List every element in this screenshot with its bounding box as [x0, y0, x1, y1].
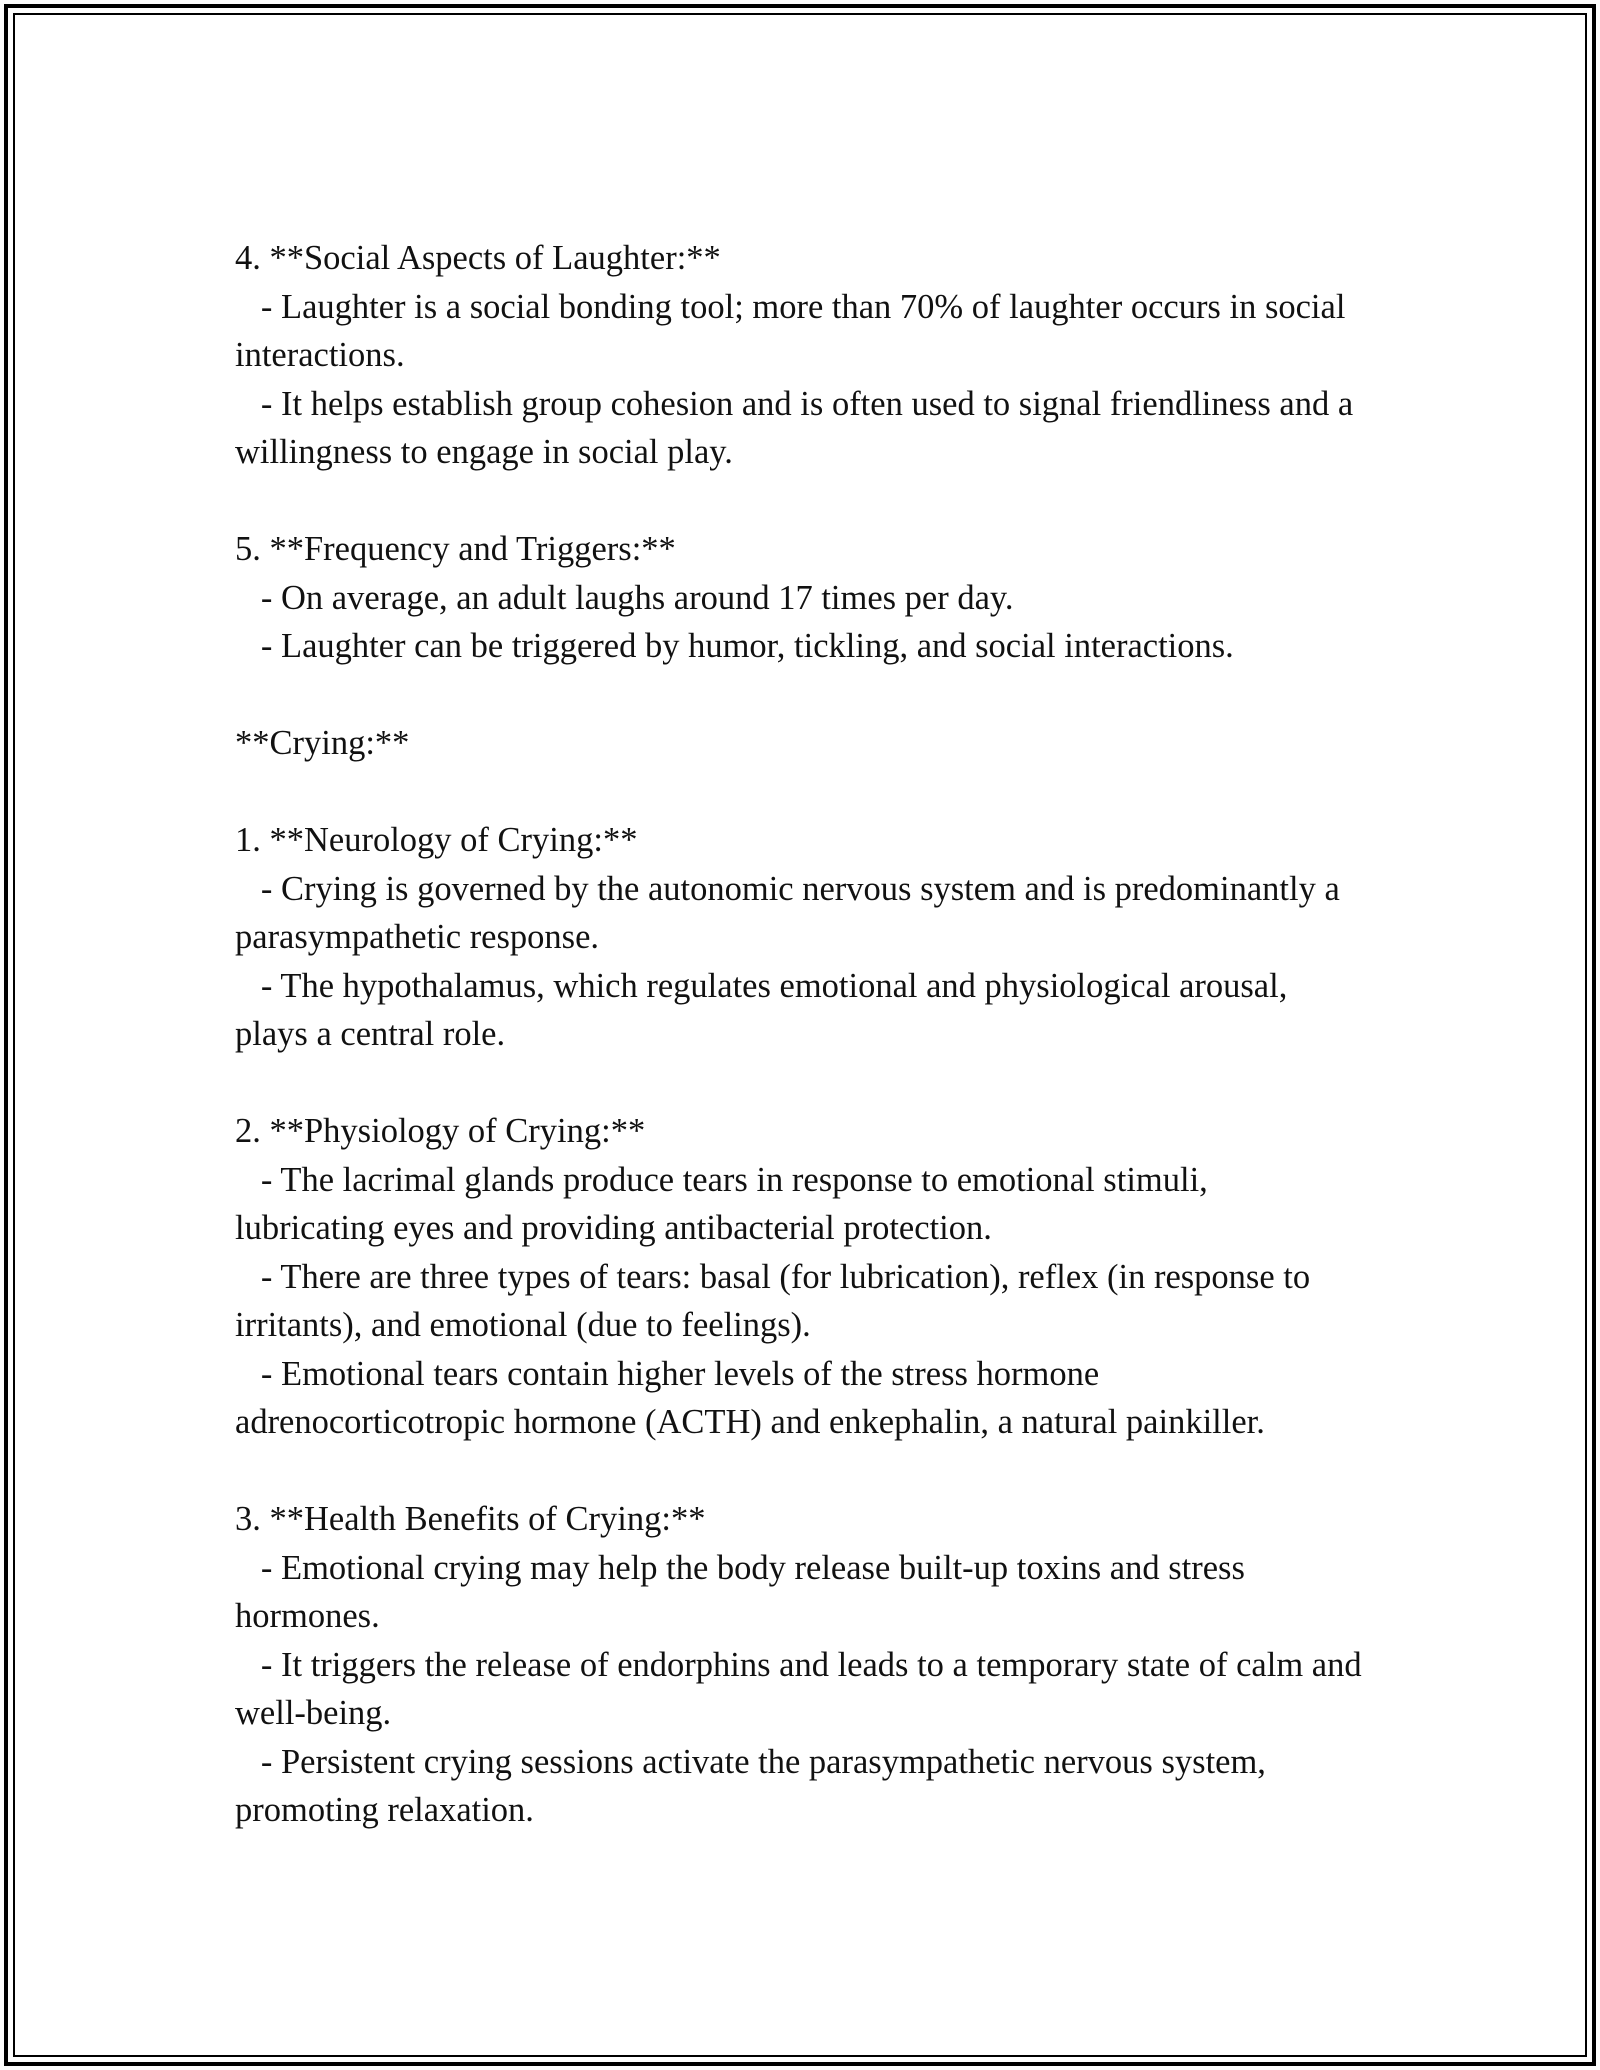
section-heading: 4. **Social Aspects of Laughter:** [235, 239, 721, 277]
section-neurology-crying [235, 816, 1365, 1059]
document-body [235, 234, 1371, 1835]
bullet-item: - There are three types of tears: basal (for lubrication), reflex (in response to irritants), and emotional (due to feelings). [235, 1257, 1319, 1344]
section-physiology-crying [235, 1107, 1365, 1447]
bullet-item: - Laughter is a social bonding tool; more than 70% of laughter occurs in social interactions. [235, 287, 1355, 374]
bullet-item: - Laughter can be triggered by humor, tickling, and social interactions. [235, 627, 1234, 665]
section-health-benefits-crying [235, 1495, 1371, 1835]
bullet-item: - Persistent crying sessions activate the parasympathetic nervous system, promoting relaxation. [235, 1742, 1275, 1829]
bullet-item: - The lacrimal glands produce tears in response to emotional stimuli, lubricating eyes and providing antibacterial protection. [235, 1160, 1217, 1247]
section-heading: 3. **Health Benefits of Crying:** [235, 1500, 706, 1538]
spacer [235, 671, 1365, 720]
section-social-aspects [235, 234, 1365, 477]
bullet-item: - Crying is governed by the autonomic nervous system and is predominantly a parasympathetic response. [235, 869, 1349, 956]
spacer [235, 1447, 1365, 1496]
bullet-item: - Emotional crying may help the body release built-up toxins and stress hormones. [235, 1548, 1254, 1635]
section-heading: 5. **Frequency and Triggers:** [235, 530, 676, 568]
spacer [235, 477, 1365, 526]
spacer [235, 768, 1365, 817]
bullet-item: - It triggers the release of endorphins and leads to a temporary state of calm and well-being. [235, 1645, 1371, 1732]
section-frequency-triggers [235, 525, 1365, 671]
section-heading: 1. **Neurology of Crying:** [235, 821, 638, 859]
section-heading: 2. **Physiology of Crying:** [235, 1112, 646, 1150]
crying-title: **Crying:** [235, 724, 410, 762]
spacer [235, 1059, 1365, 1108]
bullet-item: - Emotional tears contain higher levels of the stress hormone adrenocorticotropic hormone (ACTH) and enkephalin, a natural painkiller. [235, 1354, 1265, 1441]
bullet-item: - The hypothalamus, which regulates emotional and physiological arousal, plays a central role. [235, 966, 1296, 1053]
bullet-item: - On average, an adult laughs around 17 times per day. [235, 578, 1014, 617]
bullet-item: - It helps establish group cohesion and is often used to signal friendliness and a willingness to engage in social play. [235, 384, 1362, 471]
